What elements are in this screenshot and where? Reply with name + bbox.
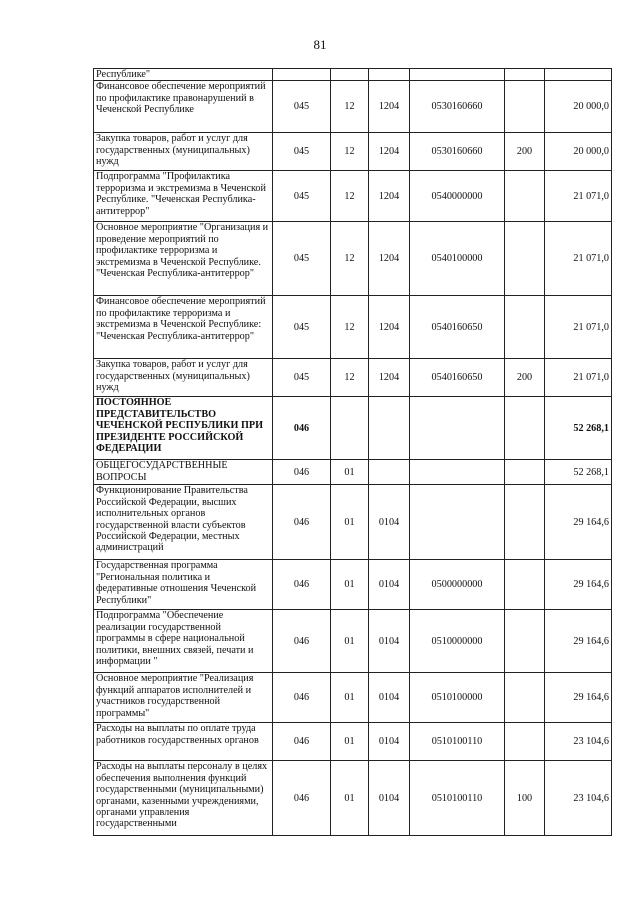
- row-name: Основное мероприятие "Реализация функций аппаратов исполнителей и участников государственной программы": [94, 673, 273, 723]
- admin-code: 046: [273, 610, 331, 673]
- table-row: [94, 397, 612, 460]
- admin-code: 046: [273, 560, 331, 610]
- table-row: [94, 69, 612, 81]
- table-row: [94, 296, 612, 359]
- subsection-code: 0104: [369, 723, 410, 761]
- expense-type: [505, 81, 545, 133]
- target-code: 0510000000: [410, 610, 505, 673]
- section-code: 12: [331, 296, 369, 359]
- amount: 29 164,6: [545, 610, 612, 673]
- row-name: ПОСТОЯННОЕ ПРЕДСТАВИТЕЛЬСТВО ЧЕЧЕНСКОЙ РЕСПУБЛИКИ ПРИ ПРЕЗИДЕНТЕ РОССИЙСКОЙ ФЕДЕРАЦИИ: [94, 397, 273, 460]
- target-code: 0500000000: [410, 560, 505, 610]
- subsection-code: [369, 69, 410, 81]
- target-code: [410, 460, 505, 485]
- expense-type: 200: [505, 133, 545, 171]
- admin-code: 045: [273, 359, 331, 397]
- section-code: 01: [331, 761, 369, 836]
- admin-code: 046: [273, 397, 331, 460]
- expense-type: [505, 222, 545, 296]
- row-name: Расходы на выплаты персоналу в целях обеспечения выполнения функций государственными (муниципальными) органами, казенными учреждениями, органами управления государственными: [94, 761, 273, 836]
- table-row: [94, 222, 612, 296]
- admin-code: 046: [273, 723, 331, 761]
- admin-code: [273, 69, 331, 81]
- admin-code: 045: [273, 81, 331, 133]
- section-code: 12: [331, 133, 369, 171]
- target-code: 0540160650: [410, 296, 505, 359]
- amount: 20 000,0: [545, 81, 612, 133]
- amount: [545, 69, 612, 81]
- amount: 21 071,0: [545, 222, 612, 296]
- amount: 20 000,0: [545, 133, 612, 171]
- table-row: [94, 460, 612, 485]
- admin-code: 046: [273, 673, 331, 723]
- section-code: 12: [331, 359, 369, 397]
- amount: 29 164,6: [545, 673, 612, 723]
- section-code: [331, 69, 369, 81]
- row-name: Подпрограмма "Профилактика терроризма и экстремизма в Чеченской Республике. "Чеченская Республика-антитеррор": [94, 171, 273, 222]
- admin-code: 046: [273, 460, 331, 485]
- amount: 21 071,0: [545, 359, 612, 397]
- section-code: 12: [331, 222, 369, 296]
- table-row: [94, 359, 612, 397]
- section-code: [331, 397, 369, 460]
- subsection-code: 1204: [369, 222, 410, 296]
- target-code: [410, 485, 505, 560]
- table-row: [94, 761, 612, 836]
- admin-code: 045: [273, 296, 331, 359]
- row-name: Республике": [94, 69, 273, 81]
- table-row: [94, 610, 612, 673]
- row-name: ОБЩЕГОСУДАРСТВЕННЫЕ ВОПРОСЫ: [94, 460, 273, 485]
- table-row: [94, 673, 612, 723]
- amount: 21 071,0: [545, 296, 612, 359]
- table-row: [94, 133, 612, 171]
- row-name: Финансовое обеспечение мероприятий по профилактике терроризма и экстремизма в Чеченской Республике: "Чеченская Республика-антитеррор": [94, 296, 273, 359]
- row-name: Закупка товаров, работ и услуг для государственных (муниципальных) нужд: [94, 359, 273, 397]
- expense-type: [505, 560, 545, 610]
- target-code: 0540100000: [410, 222, 505, 296]
- admin-code: 045: [273, 133, 331, 171]
- amount: 29 164,6: [545, 485, 612, 560]
- section-code: 01: [331, 485, 369, 560]
- subsection-code: [369, 460, 410, 485]
- section-code: 01: [331, 460, 369, 485]
- target-code: 0540160650: [410, 359, 505, 397]
- subsection-code: 1204: [369, 296, 410, 359]
- table-row: [94, 171, 612, 222]
- admin-code: 045: [273, 222, 331, 296]
- section-code: 12: [331, 81, 369, 133]
- expense-type: [505, 485, 545, 560]
- amount: 29 164,6: [545, 560, 612, 610]
- table-row: [94, 485, 612, 560]
- subsection-code: [369, 397, 410, 460]
- target-code: 0530160660: [410, 81, 505, 133]
- expense-type: [505, 171, 545, 222]
- amount: 52 268,1: [545, 460, 612, 485]
- target-code: [410, 397, 505, 460]
- expense-type: [505, 69, 545, 81]
- subsection-code: 1204: [369, 133, 410, 171]
- target-code: 0510100110: [410, 761, 505, 836]
- amount: 23 104,6: [545, 761, 612, 836]
- expense-type: [505, 610, 545, 673]
- section-code: 01: [331, 610, 369, 673]
- target-code: 0510100000: [410, 673, 505, 723]
- admin-code: 045: [273, 171, 331, 222]
- expense-type: 100: [505, 761, 545, 836]
- target-code: 0530160660: [410, 133, 505, 171]
- expense-type: [505, 460, 545, 485]
- amount: 23 104,6: [545, 723, 612, 761]
- subsection-code: 0104: [369, 761, 410, 836]
- row-name: Закупка товаров, работ и услуг для государственных (муниципальных) нужд: [94, 133, 273, 171]
- row-name: Государственная программа "Региональная политика и федеративные отношения Чеченской Республики": [94, 560, 273, 610]
- subsection-code: 0104: [369, 560, 410, 610]
- row-name: Финансовое обеспечение мероприятий по профилактике правонарушений в Чеченской Республике: [94, 81, 273, 133]
- subsection-code: 0104: [369, 673, 410, 723]
- amount: 52 268,1: [545, 397, 612, 460]
- section-code: 01: [331, 673, 369, 723]
- page-number: 81: [313, 37, 327, 52]
- admin-code: 046: [273, 485, 331, 560]
- admin-code: 046: [273, 761, 331, 836]
- section-code: 12: [331, 171, 369, 222]
- section-code: 01: [331, 723, 369, 761]
- target-code: 0540000000: [410, 171, 505, 222]
- section-code: 01: [331, 560, 369, 610]
- target-code: 0510100110: [410, 723, 505, 761]
- amount: 21 071,0: [545, 171, 612, 222]
- row-name: Подпрограмма "Обеспечение реализации государственной программы в сфере национальной политики, внешних связей, печати и информации ": [94, 610, 273, 673]
- row-name: Расходы на выплаты по оплате труда работников государственных органов: [94, 723, 273, 761]
- subsection-code: 0104: [369, 485, 410, 560]
- table-row: [94, 723, 612, 761]
- subsection-code: 0104: [369, 610, 410, 673]
- expense-type: [505, 397, 545, 460]
- subsection-code: 1204: [369, 171, 410, 222]
- table-row: [94, 560, 612, 610]
- subsection-code: 1204: [369, 81, 410, 133]
- row-name: Основное мероприятие "Организация и проведение мероприятий по профилактике терроризма и экстремизма в Чеченской Республике. "Чеченская Республика-антитеррор": [94, 222, 273, 296]
- budget-table: [93, 68, 612, 836]
- row-name: Функционирование Правительства Российской Федерации, высших исполнительных органов государственной власти субъектов Российской Федерации, местных администраций: [94, 485, 273, 560]
- subsection-code: 1204: [369, 359, 410, 397]
- expense-type: [505, 673, 545, 723]
- table-row: [94, 81, 612, 133]
- expense-type: 200: [505, 359, 545, 397]
- expense-type: [505, 296, 545, 359]
- expense-type: [505, 723, 545, 761]
- target-code: [410, 69, 505, 81]
